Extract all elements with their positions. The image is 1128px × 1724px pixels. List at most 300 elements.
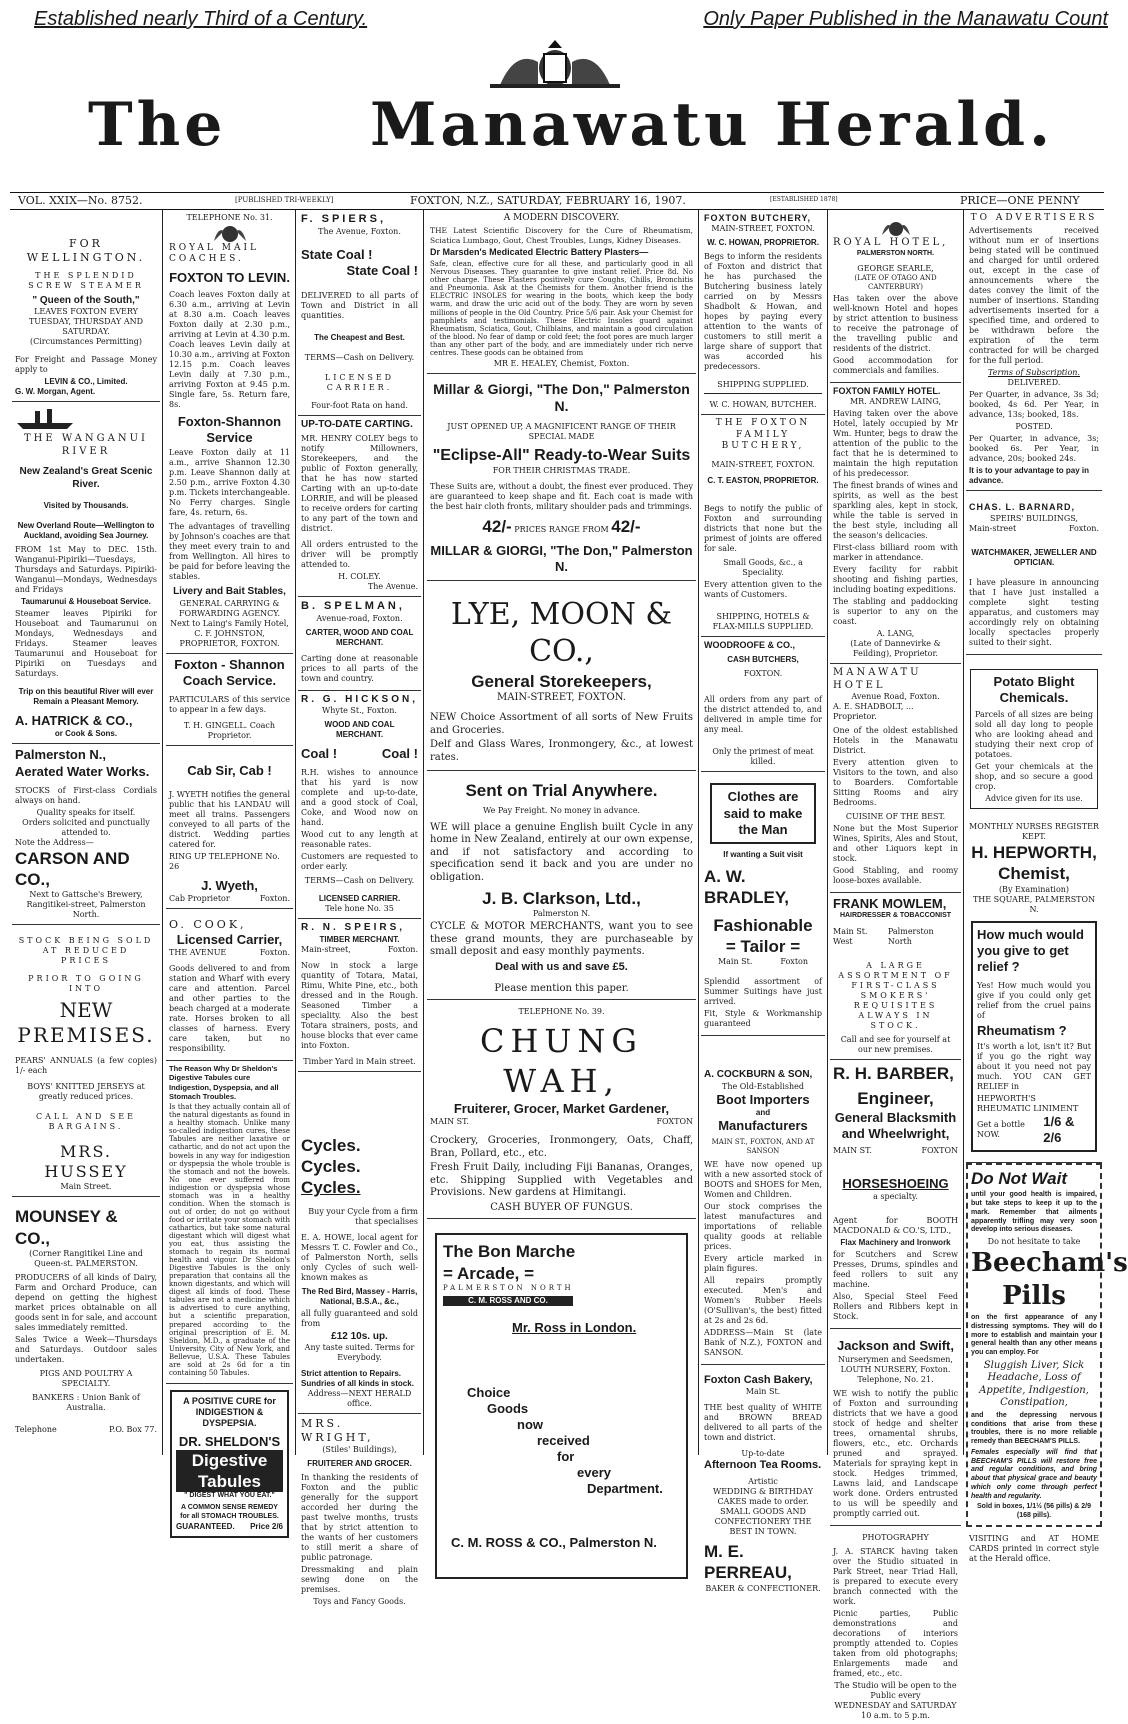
ad-heading: HORSESHOEING [842, 1176, 949, 1191]
column-6 [830, 210, 961, 1720]
ad-text: MAIN ST., FOXTON, AND AT SANSON [711, 1138, 815, 1155]
ad-text: HEPWORTH'S RHEUMATIC LINIMENT [977, 1093, 1079, 1113]
coley-carting-ad [298, 416, 421, 597]
ad-text: Main St. West [833, 927, 868, 946]
chung-wah-ad [427, 1000, 696, 1219]
royal-hotel-ad [830, 210, 961, 383]
company-name: A. COCKBURN & SON, [704, 1069, 813, 1080]
ad-heading: Do Not Wait [971, 1169, 1068, 1188]
ad-heading: Sluggish Liver, Sick Headache, Loss of Appetite, Indigestion, Constipation, [979, 1359, 1089, 1409]
ad-text: VISITING and AT HOME CARDS printed in correct style at the Herald office. [969, 1533, 1099, 1563]
ad-heading: Mr. Ross in London. [512, 1320, 637, 1336]
company-name: MOUNSEY & CO., [15, 1207, 118, 1248]
volume-number: VOL. XXIX—No. 8752. [18, 194, 143, 207]
ad-text: Avenue-road, Foxton. [316, 613, 403, 623]
ad-text: Parcels of all sizes are being sold all day long to people who are looking ahead and studying their next crop of potatoes. [975, 710, 1093, 759]
hepworth-ad [966, 813, 1102, 1163]
lye-moon-ad [427, 581, 696, 772]
ad-heading: R. N. SPEIRS, [301, 922, 406, 934]
ad-text: Now in stock a large quantity of Totara, Matai, Rimu, White Pine, etc., both dressed and in the Rough. Seasoned Timber a speciality. Also the best Totara strainers, posts, and house blocks that ever came into Foxton. [301, 960, 418, 1050]
cook-carrier-ad [166, 909, 293, 1061]
wanganui-river-ad [12, 402, 160, 744]
ad-text: Nurserymen and Seedsmen, [838, 1354, 953, 1364]
ad-heading: Digestive Tabules [176, 1450, 283, 1493]
ad-heading: Millar & Giorgi, "The Don," Palmerston N. [433, 380, 690, 415]
ad-text: Only the primest of meat killed. [712, 747, 814, 767]
company-name: CARSON AND CO., [15, 848, 130, 889]
ad-text: The Avenue, Foxton. [318, 226, 401, 236]
ad-heading: Rheumatism ? [977, 1023, 1067, 1039]
price-label: 1/6 & 2/6 [1043, 1113, 1075, 1145]
telephone-label: Telephone [15, 1424, 57, 1434]
ad-heading: State Coal ! [301, 246, 373, 262]
column-5 [701, 210, 825, 1593]
published-frequency: [PUBLISHED TRI-WEEKLY] [235, 196, 334, 204]
ad-text [833, 1146, 958, 1156]
ad-text: WE wish to notify the public of Foxton and surrounding districts that we have a good stock of hedge and shelter trees, ornamental shrubs, flowers, etc., etc. Orchards pruned and sprayed. Materials for spraying kept in stock. Hedges trimmed, Lawns laid, and Landscape work done. Orders entrusted to us will be speedily and promptly carried out. [833, 1388, 958, 1518]
ad-heading: Boot Importers [716, 1091, 810, 1107]
ad-heading: Foxton-Shannon Service [177, 413, 282, 445]
ad-heading: Clothes are said to make the Man [723, 789, 803, 837]
clothes-box [710, 783, 816, 844]
ad-text: (Corner Rangitikei Line and Queen-st. PALMERSTON. [29, 1248, 143, 1268]
potato-blight-ad [970, 669, 1098, 810]
ad-text: New Overland Route—Wellington to Auckland, avoiding Sea Journey. [17, 521, 155, 540]
article-text: Is that they actually contain all of the natural digestants as found in a healthy stomach. Unlike many so-called indigestion cures, these Tabules are neither laxative or cathartic, and do not act upon the bowels in any way for indigestion or dyspepsia the whole trouble is the stomach and not the bowels. No one ever suffered from indigestion or dyspepsia whose stomach was in a healthy condition. When the stomach is out of order, do not go without food or irritate your stomach with cathartics, but take some natural digestant which will digest what you eat, thus assisting the stomach to regain its normal health and vigour. Dr Sheldon's Digestive Tabules is the only preparation that contains all the known digestants, and which will digest all kinds of food. These tabules are not a medicine which is advertised to cure anything, but a scientific preparation, prepared according to the original prescription of E. M. Sheldon, M.D., a graduate of the University, City of New York, and Bellevue, U.S.A. These Tabules are sold at 2s 6d for a tin containing 50 Tabules. [169, 1103, 290, 1377]
wright-ad [298, 1414, 421, 1610]
ad-heading: Chemist, [998, 864, 1070, 884]
ad-text: Department. [587, 1481, 663, 1497]
woodroofe-ad [701, 637, 825, 772]
ad-text: The stabling and paddocking is superior to any on the coast. [833, 597, 958, 626]
ad-text [430, 1117, 693, 1127]
ad-text: (Stiles' Buildings), [322, 1444, 397, 1454]
ad-heading: NEW [59, 998, 113, 1023]
ad-text: Palmerston North [887, 927, 934, 946]
ad-heading: = Arcade, = [443, 1263, 535, 1283]
ad-heading: General Blacksmith and Wheelwright, [834, 1109, 957, 1141]
company-name: A. W. BRADLEY, [704, 867, 790, 908]
ad-heading: FOXTON FAMILY HOTEL. [833, 385, 941, 396]
ad-heading: Manufacturers [718, 1117, 808, 1133]
ad-text: A. E. SHADBOLT, ... Proprietor. [833, 702, 914, 721]
ad-heading: STOCK BEING SOLD AT REDUCED PRICES [18, 936, 154, 966]
ad-text: (LATE OF OTAGO AND CANTERBURY) [854, 274, 937, 291]
ad-heading: F. SPIERS, [301, 213, 387, 225]
ad-text: Good Stabling, and roomy loose-boxes available. [833, 866, 958, 885]
ad-text [301, 945, 418, 955]
ad-text: Quality speaks for itself. [36, 807, 136, 817]
ad-text: Dressmaking and plain sewing done on the premises. [301, 1564, 418, 1594]
ad-text: HAIRDRESSER & TOBACCONIST [839, 912, 952, 920]
ad-text: PALMERSTON NORTH. [856, 249, 935, 257]
ad-text: Next to Gattsche's Brewery, Rangitikei-street, Palmerston North. [26, 890, 146, 920]
ad-heading [301, 746, 418, 762]
ad-text: All orders entrusted to the driver will be promptly attended to. [301, 539, 418, 569]
ad-text: JUST OPENED UP, A MAGNIFICENT RANGE OF THEIR SPECIAL MADE [447, 421, 676, 441]
ad-heading: TO ADVERTISERS [970, 213, 1098, 223]
ad-heading: General Storekeepers, [471, 671, 652, 691]
ad-heading: C. M. ROSS & CO., Palmerston N. [451, 1535, 657, 1551]
ad-text: Safe, clean, effective cure for all these, and particularly good in all Nervous Diseases. They guarantee to give instant relief. Price 8d. No other charge. These Plasters positively cure Coughs, Chills, Bronchitis and Pneumonia. Ask at the Chemists for them. Another friend is the ELECTRIC INSOLES for wearing in the boots, which keep the body warm, and draw the uric acid out of the body. They are worn by seven millions of people in the Old Country. Price 5/6 pair. Ask your Chemist for pamphlets and testimonials. These Electric Insoles guard against Rheumatism, Sciatica, Gout, Chilblains, and maintain a good circulation of the blood. No fear of damp or cold feet; the foot pores are much larger than any other part of the body, and are immediately under rich nerve centres. These goods can be obtained from [430, 260, 693, 357]
bon-marche-ad [435, 1233, 688, 1579]
ad-text: Splendid assortment of Summer Suitings have just arrived. [704, 977, 822, 1006]
ad-text: and the depressing nervous conditions that arise from these troubles, there is no more reliable remedy than BEECHAM'S PILLS. [971, 1411, 1097, 1445]
ad-text: until your good health is impaired, but take steps to keep it up to the mark. Remember that ailments apparently trifling may very soon develop into serious diseases. [971, 1191, 1097, 1234]
ad-heading: "Eclipse-All" Ready-to-Wear Suits [432, 446, 691, 464]
ad-text: MR E. HEALEY, Chemist, Foxton. [493, 358, 630, 368]
price: PRICE—ONE PENNY [960, 194, 1080, 207]
ad-text [833, 927, 958, 947]
ad-text: Wood cut to any length at reasonable rates. [301, 830, 418, 850]
dateline-bar [10, 194, 1104, 208]
ad-text: The finest brands of wines and spirits, as well as the best sparkling ales, kept in stock, while the table is served in the best style, including all the season's delicacies. [833, 481, 958, 540]
article-heading: The Reason Why Dr Sheldon's Digestive Tabules cure Indigestion, Dyspepsia, and all Stomach Troubles. [169, 1063, 279, 1101]
ad-heading: Cycles. [301, 1135, 361, 1155]
ad-text: Sundries of all kinds in stock. [301, 1379, 414, 1388]
ad-text: ADDRESS—Main St (late Bank of N.Z.), FOXTON and SANSON. [704, 1327, 822, 1357]
hussey-ad [12, 925, 160, 1197]
perreau-bakery-ad [701, 1365, 825, 1597]
ad-text: POSTED. [1015, 422, 1053, 432]
howe-cycles-ad [298, 1072, 421, 1414]
left-slogan: Established nearly Third of a Century. [34, 8, 368, 30]
ad-text: I have pleasure in announcing that I have just installed a complete sight testing apparatus, and customers may accordingly rely on obtaining locally spectacles properly suited to their sight. [969, 577, 1099, 647]
mounsey-ad [12, 1197, 160, 1438]
ad-text: MAIN ST. [430, 1117, 469, 1127]
ad-text: Palmerston N. [532, 909, 591, 919]
column-3 [298, 210, 421, 1606]
company-name: J. B. Clarkson, Ltd., [482, 889, 641, 909]
ad-heading: WOODROOFE & CO., [704, 640, 795, 650]
ad-text: Advertisements received without num er of insertions being stated will be continued and charged for until ordered out, except in the case of announcements where the dates convey the limit of the number of insertions. Standing advertisements inserted for a specified time, and ordered to be withdrawn before the expiration of the term contracted for will be charged for the full period. [969, 226, 1099, 366]
ad-text: Small Goods, &c., a Speciality. [723, 558, 803, 577]
ad-text: all fully guaranteed and sold from [301, 1308, 418, 1328]
ad-text: STOCKS of First-class Cordials always on hand. [15, 785, 157, 805]
ad-text: Deal with us and save £5. [495, 960, 628, 973]
ad-text: GUARANTEED. [176, 1521, 235, 1531]
ad-heading: B. SPELMAN, [301, 599, 405, 612]
right-slogan: Only Paper Published in the Manawatu Count [703, 8, 1108, 30]
visiting-cards-ad [966, 1527, 1102, 1569]
agent-name: A. HATRICK & CO., [15, 713, 133, 728]
ad-text: MAIN-STREET, FOXTON. [497, 691, 626, 703]
ad-text: TELEPHONE No. 31. [186, 213, 273, 222]
ad-text: LICENSED CARRIER. [324, 373, 395, 393]
ad-text: TELEPHONE No. 39. [518, 1007, 605, 1017]
ad-heading: Terms of Subscription. [988, 368, 1080, 378]
ad-text: Trip on this beautiful River will ever Remain a Pleasant Memory. [18, 687, 154, 706]
ad-text: PRIOR TO GOING INTO [28, 974, 144, 994]
ad-text: FOXTON [921, 1146, 958, 1155]
ad-heading: FOR WELLINGTON. [26, 237, 146, 264]
ad-text: CASH BUTCHERS, [727, 655, 799, 665]
ad-heading: Palmerston N., Aerated Water Works. [15, 747, 150, 779]
ad-text: CUISINE OF THE BEST. [845, 812, 946, 821]
ad-text: WEDDING & BIRTHDAY CAKES made to order. [712, 1487, 814, 1506]
ad-text: Per Quarter, in advance, 3s 3d; booked, 4s 6d. Per Year, in advance, 13s; booked, 18s. [969, 390, 1099, 420]
ad-text: Delf and Glass Wares, Ironmongery, &c., at lowest rates. [430, 739, 693, 763]
royal-crest-icon [833, 219, 958, 237]
ad-heading: Engineer, [857, 1089, 934, 1109]
ad-text: It is to your advantage to pay in advance. [969, 466, 1090, 486]
ad-heading: LYE, MOON & CO., [450, 596, 673, 670]
ad-text [176, 1522, 283, 1532]
ad-text [169, 894, 290, 904]
ad-heading: ROYAL MAIL COACHES. [169, 243, 259, 265]
ad-text: One of the oldest established Hotels in the Manawatu District. [833, 726, 958, 755]
aerated-water-ad [12, 744, 160, 925]
ad-heading: MILLAR & GIORGI, "The Don," Palmerston N. [430, 543, 693, 575]
ad-text: MR. ANDREW LAING, [849, 397, 942, 406]
barber-engineer-ad [830, 1060, 961, 1329]
ad-text: Avenue Road, Foxton. [851, 692, 940, 701]
ad-text: W. C. HOWAN, BUTCHER. [709, 400, 817, 410]
ad-text: Begs to notify the public of Foxton and surrounding districts that none but the primest of joints are offered for sale. [704, 504, 822, 553]
ad-text: PARTICULARS of this service to appear in a few days. [169, 695, 290, 715]
ad-text: MAIN-STREET, FOXTON. [711, 460, 815, 469]
ad-text: Do not hesitate to take [987, 1237, 1081, 1246]
ad-text: All orders from any part of the district attended to, and delivered in ample time for any meal. [704, 695, 822, 735]
ad-text: Every attention given to Visitors to the town, and also to Boarders. Comfortable Sitting Rooms and airy Bedrooms. [833, 758, 958, 807]
ad-text: FOR THEIR CHRISTMAS TRADE. [492, 465, 631, 475]
ad-text: Timber Yard in Main street. [303, 1056, 416, 1066]
ad-text [704, 957, 822, 967]
ad-text: LICENSED CARRIER. [318, 894, 401, 904]
ad-text: Note the Address— [15, 837, 94, 847]
manawatu-hotel-ad [830, 664, 961, 893]
ad-heading: THE WANGANUI RIVER [24, 433, 148, 457]
shop-name: J. Wyeth, [201, 877, 258, 893]
ad-text: Steamer leaves Pipiriki for Houseboat and Taumarunui on Mondays, Wednesdays and Fridays. Steamer leaves Taumarunui and Houseboat for Pipiriki on Tuesdays and Saturdays. [15, 609, 157, 678]
ad-text: CASH BUYER OF FUNGUS. [490, 1201, 633, 1213]
family-hotel-ad [830, 383, 961, 664]
price-label: 42/- [611, 516, 641, 536]
foxton-butchery-ad [701, 210, 825, 415]
ad-text: Main-street [969, 523, 1017, 533]
ad-text: TIMBER MERCHANT. [319, 934, 400, 944]
ad-heading: THE FOXTON FAMILY BUTCHERY, [715, 418, 811, 451]
ad-text: MAIN ST. [833, 1146, 872, 1155]
ad-text: For Freight and Passage Money apply to [15, 355, 157, 374]
ad-text: WE will place a genuine English built Cycle in any home in New Zealand, entirely at our own expense, and if not satisfactory and according to specification send it back and you are under no obligation. [430, 821, 693, 883]
established-year: [ESTABLISHED 1878] [770, 196, 838, 203]
mowlem-ad [830, 893, 961, 1060]
ad-text: First-class billiard room with marker in attendance. [833, 543, 958, 562]
ad-text: The Avenue. [367, 581, 418, 591]
ad-text: THE Latest Scientific Discovery for the Cure of Rheumatism, Sciatica Lumbago, Gout, Chest Troubles, Lungs, Kidney Diseases. [430, 226, 693, 245]
ad-text: C. F. JOHNSTON, PROPRIETOR, FOXTON. [179, 628, 280, 648]
ad-text: The Cheapest and Best. [314, 333, 405, 343]
column-rule [963, 210, 964, 1455]
ad-text: GEORGE SEARLE, [857, 264, 934, 274]
ad-text: C. M. ROSS AND CO. [443, 1296, 573, 1306]
ad-text: Main-street, [301, 944, 351, 954]
ad-heading: Afternoon Tea Rooms. [704, 1459, 822, 1472]
ad-text: Artistic [748, 1477, 778, 1486]
ad-text: Foxton. [1068, 523, 1099, 533]
ad-text: Customers are requested to order early. [301, 852, 418, 872]
ad-text: Fit, Style & Workmanship guaranteed [704, 1009, 822, 1028]
ad-text: Main St. [745, 1387, 781, 1397]
ad-text: CARTER, WOOD AND COAL MERCHANT. [305, 627, 414, 647]
ad-text: Good accommodation for commercials and families. [833, 355, 958, 375]
sheldon-article [166, 1061, 293, 1384]
company-name: H. HEPWORTH, [971, 843, 1097, 862]
column-2 [166, 210, 293, 1531]
ad-text: Taumarunui & Houseboat Service. [21, 597, 151, 606]
ad-heading: FOXTON BUTCHERY, [704, 213, 812, 223]
ad-text: Main St. [717, 957, 753, 966]
ship-name: " Queen of the South," [32, 294, 140, 306]
ad-text: Orders solicited and punctually attended to. [22, 817, 150, 837]
ad-text: Call and see for yourself at our new premises. [840, 1035, 951, 1054]
column-rule [698, 210, 699, 1455]
dateline: FOXTON, N.Z., SATURDAY, FEBRUARY 16, 1907. [410, 194, 686, 207]
dateline-rule-top [10, 192, 1104, 193]
masthead-word-herald: Herald. [775, 90, 1054, 160]
ad-text: Begs to inform the residents of Foxton and district that he has purchased the Butchering business lately carried on by Messrs Shadbolt & Howan, and hopes by paying every attention to the wants of customers to still merit a large share of support that was accorded his predecessors. [704, 252, 822, 372]
ad-text: Tele hone No. 35 [325, 904, 394, 914]
ad-heading: Licensed Carrier, [176, 931, 283, 947]
starck-photography-ad [830, 1526, 961, 1724]
ad-text: SPEIRS' BUILDINGS, [990, 513, 1078, 523]
agent-name: or Cook & Sons. [54, 729, 118, 739]
ad-text: Next to Laing's Family Hotel, [170, 618, 289, 628]
company-name: Jackson and Swift, [836, 1338, 955, 1354]
ad-heading: Pills [1002, 1280, 1066, 1311]
price-label: Price 2/6 [250, 1521, 283, 1531]
ad-text: Flax Machinery and Ironwork [840, 1238, 951, 1248]
royal-crest-icon [169, 223, 290, 243]
ad-text: (Late of Dannevirke & Feilding), Proprietor. [850, 639, 941, 658]
ad-text: Picnic parties, Public demonstrations and decorations of interiors promptly attended to. Copies taken from old photographs; Enlargements made and framed, etc., etc. [833, 1608, 958, 1678]
price-label: Sold in boxes, 1/1½ (56 pills) & 2/9 (168 pills). [977, 1503, 1091, 1519]
ad-subheading: THE SPLENDID SCREW STEAMER [28, 270, 144, 290]
ad-text: SMALL GOODS AND CONFECTIONERY THE BEST IN TOWN. [714, 1507, 812, 1536]
ad-text: DELIVERED. [1007, 378, 1061, 388]
ad-subheading: New Zealand's Great Scenic River. [19, 466, 153, 490]
coaches-ad [166, 210, 293, 654]
ad-text: RING UP TELEPHONE No. 26 [169, 851, 280, 871]
ad-text: MR. HENRY COLEY begs to notify Millowners, Storekeepers, and the public of Foxton generally, that he has now started Carting with an up-to-date LORRIE, and will be pleased to receive orders for carting to any part of the town and district. [301, 433, 418, 533]
ad-text: Goods [487, 1401, 529, 1417]
ad-text: The Red Bird, Massey - Harris, National, B.S.A., &c., [301, 1286, 418, 1306]
ad-text: Leave Foxton daily at 11 a.m., arrive Shannon 12.30 p.m. Leave Shannon daily at 2.50 p.m., arrive Foxton 4.30 p.m. Tickets interchangeable. No Ferry charges. Single fare, 4s. return, 6s. [169, 448, 290, 518]
beechams-ad [966, 1163, 1128, 1527]
ad-heading: Beecham's [971, 1248, 1128, 1278]
ad-heading: A POSITIVE CURE for INDIGESTION & DYSPEPSIA. [183, 1395, 276, 1429]
sheldon-ad [170, 1390, 289, 1538]
ad-text: These Suits are, without a doubt, the finest ever produced. They are guaranteed to keep shape and fit. Each coat is made with the best hair cloth fronts, military shoulder pads and trimmings. [430, 481, 693, 511]
ad-text: Yes! How much would you give if you could only get relief from the cruel pains of [977, 981, 1091, 1021]
ad-text: FOXTON. [743, 669, 783, 679]
wellington-steamer-ad [12, 210, 160, 402]
ad-text: FROM 1st May to DEC. 15th. Wanganui-Pipiriki—Tuesdays, Thursdays and Saturdays. Pipiriki-Wanganui—Mondays, Wednesdays and Fridays [15, 545, 157, 594]
ad-text: Foxton. [259, 947, 290, 957]
ad-text: WOOD AND COAL MERCHANT. [324, 720, 395, 739]
ad-text: C. T. EASTON, PROPRIETOR. [707, 476, 819, 485]
ad-text: LEAVES FOXTON EVERY TUESDAY, THURSDAY AND SATURDAY. [28, 307, 144, 336]
ad-text: Carting done at reasonable prices to all parts of the town and country. [301, 653, 418, 683]
ad-text: J. WYETH notifies the general public that his LANDAU will meet all trains. Passengers conveyed to all parts of the district. Wedding parties catered for. [169, 789, 290, 849]
ad-text: for [557, 1449, 575, 1465]
ad-text: Females especially will find that BEECHAM'S PILLS will restore free and regular conditions, and bring about that physical grace and beauty which only come through perfect health and regularity. [971, 1448, 1097, 1500]
ad-text: Whyte St., Foxton. [322, 706, 397, 715]
ad-text: SHIPPING, HOTELS & FLAX-MILLS SUPPLIED. [712, 612, 814, 631]
ad-text: A COMMON SENSE REMEDY for all STOMACH TROUBLES. [180, 1504, 279, 1520]
ad-text: Advice given for its use. [985, 794, 1083, 803]
ad-text: The Old-Established [722, 1081, 804, 1091]
ad-text: Any taste suited. Terms for Everybody. [304, 1343, 415, 1362]
ad-heading: Livery and Bait Stables, [173, 586, 286, 598]
ad-text: for Scutchers and Screw Presses, Drums, spindles and feed rollers to suit any machine. [833, 1250, 958, 1290]
ad-heading: R. G. HICKSON, [301, 693, 419, 705]
ad-text: Agent for BOOTH MACDONALD & CO.'S, LTD., [833, 1216, 958, 1236]
ad-text: W. C. HOWAN, PROPRIETOR. [707, 238, 819, 248]
cockburn-ad [701, 1036, 825, 1365]
ad-heading: MRS. WRIGHT, [301, 1417, 374, 1444]
ad-heading: Fruiterer, Grocer, Market Gardener, [453, 1101, 670, 1117]
column-rule [295, 210, 296, 1455]
price-line [430, 516, 693, 537]
ad-heading: and [755, 1107, 771, 1117]
ad-text: Choice [467, 1385, 511, 1401]
ad-text: Get a bottle NOW. [977, 1119, 1025, 1139]
spiers-coal-ad [298, 210, 421, 416]
ad-text: Foxton. [259, 893, 290, 903]
to-advertisers [966, 210, 1102, 491]
ad-heading: FOXTON TO LEVIN. [169, 269, 290, 285]
ad-text: T. H. GINGELL. Coach Proprietor. [183, 721, 276, 741]
ad-heading: UP-TO-DATE CARTING. [301, 419, 413, 431]
steamship-icon [15, 405, 157, 433]
ad-heading: = Tailor = [725, 936, 801, 956]
ad-text: every [577, 1465, 611, 1481]
ad-text: FRUITERER AND GROCER. [307, 1458, 412, 1468]
ad-text: Visited by Thousands. [43, 501, 129, 510]
ad-text: PIGS AND POULTRY A SPECIALTY. [39, 1368, 133, 1388]
ad-text: NEW Choice Assortment of all sorts of New Fruits and Groceries. [430, 712, 693, 736]
millar-giorgi-ad [427, 374, 696, 581]
ad-heading: Foxton Cash Bakery, [704, 1373, 813, 1386]
ad-text: If wanting a Suit visit [723, 850, 803, 859]
ad-text: BAKER & CONFECTIONER. [705, 1583, 821, 1593]
ad-text: SHIPPING SUPPLIED. [717, 380, 809, 390]
ad-text: Strict attention to Repairs. [301, 1369, 402, 1378]
ad-text: WE have now opened up with a new assorted stock of BOOTS and SHOES for Men, Women and Children. [704, 1159, 822, 1199]
ad-text: Cab Proprietor [169, 893, 230, 903]
ad-heading: ROYAL HOTEL, [833, 237, 949, 248]
ad-text: LOUTH NURSERY, Foxton. Telephone, No. 21. [840, 1364, 951, 1384]
ad-text: MONTHLY NURSES REGISTER KEPT. [969, 822, 1099, 841]
barnard-ad [966, 491, 1102, 654]
ad-text: CYCLE & MOTOR MERCHANTS, want you to see these grand mounts, they are purchaseable by small deposit and easy monthly payments. [430, 921, 693, 958]
ad-text: TERMS—Cash on Delivery. [304, 353, 415, 363]
column-7 [966, 210, 1128, 1563]
ad-text: PEARS' ANNUALS (a few copies) 1/- each [15, 1056, 157, 1076]
ad-text: FOXTON [656, 1117, 693, 1127]
wyeth-cab-ad [166, 746, 293, 909]
ad-heading: WATCHMAKER, JEWELLER AND OPTICIAN. [971, 547, 1097, 567]
ad-heading: DR. SHELDON'S [178, 1433, 281, 1449]
ad-text: Main Street. [60, 1182, 112, 1192]
ad-text: E. A. HOWE, local agent for Messrs T. C. Fowler and Co., of Palmerston North, sells only Cycles of such well-known makes as [301, 1232, 418, 1282]
ad-heading: Sent on Trial Anywhere. [465, 781, 658, 801]
ad-text: Crockery, Groceries, Ironmongery, Oats, Chaff, Bran, Pollard, etc., etc. [430, 1135, 693, 1159]
speirs-timber-ad [298, 919, 421, 1072]
masthead-word-manawatu: Manawatu [370, 90, 752, 160]
